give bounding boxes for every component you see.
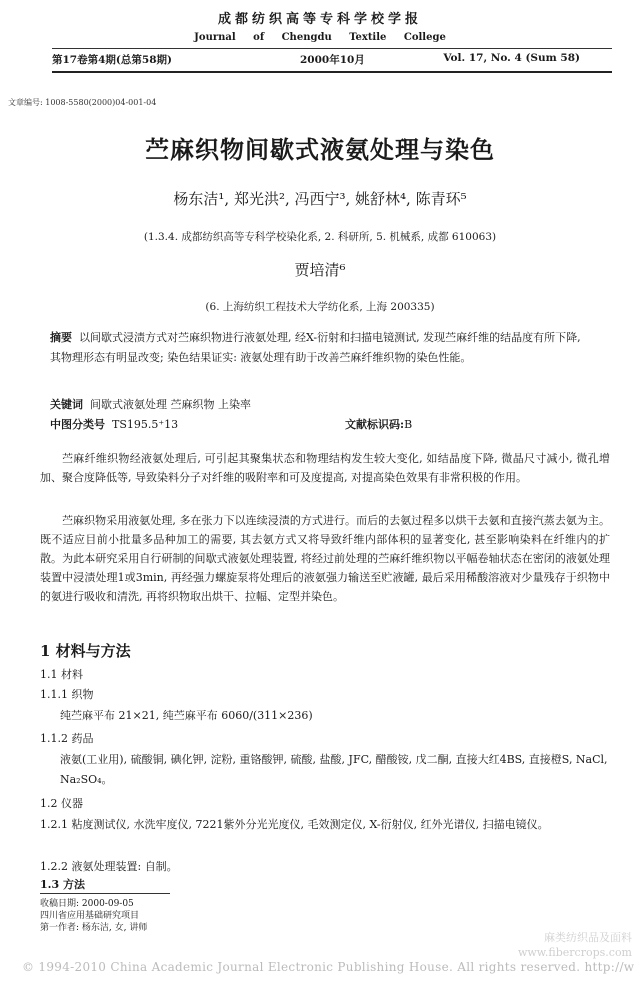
- document-id-label: 文献标识码:: [345, 418, 405, 431]
- footnote-author: 第一作者: 杨东洁, 女, 讲师: [40, 923, 148, 933]
- article-title: 苎麻织物间歇式液氨处理与染色: [145, 135, 495, 164]
- section-heading: 1 材料与方法: [40, 642, 131, 660]
- footnote-rule: [40, 893, 170, 894]
- subsection-heading: 1.2 仪器: [40, 797, 83, 810]
- classification-label: 中图分类号: [50, 418, 105, 431]
- footnote-received: 收稿日期: 2000-09-05: [40, 899, 134, 909]
- watermark-text: 麻类纺织品及面料: [544, 931, 632, 944]
- abstract-label: 摘要: [50, 331, 72, 344]
- author-list: 杨东洁¹, 郑光洪², 冯西宁³, 姚舒林⁴, 陈青环⁵: [173, 190, 467, 208]
- document-id-value: B: [404, 418, 413, 431]
- subsection-text: 液氨(工业用), 硫酸铜, 碘化钾, 淀粉, 重铬酸钾, 硫酸, 盐酸, JFC, 醋酸铵, 戊二酮, 直接大红4BS, 直接橙S, NaCl, Na₂SO₄。: [60, 753, 608, 786]
- keywords: [50, 396, 595, 412]
- subsection-text: 1.2.2 液氨处理装置: 自制。: [40, 860, 178, 873]
- article-number: 文章编号: 1008-5580(2000)04-001-04: [8, 98, 157, 107]
- footnote-funding: 四川省应用基础研究项目: [40, 911, 140, 921]
- site-watermark: [518, 930, 632, 960]
- body-paragraph: 苎麻织物采用液氨处理, 多在张力下以连续浸渍的方式进行。而后的去氨过程多以烘干去氨和直接汽蒸去氨为主。既不适应目前小批量多品种加工的需要, 其去氨方式又将导致纤维内部体积的显著变化, 甚至影响染料在纤维内的扩散。为此本研究采用自行研制的间歇式液氨处理装置, 将经过前处理的苎麻纤维织物以平幅卷轴状态在密闭的液氨处理装置中浸渍处理1或3min, 再经强力螺旋泵将处理后的液氨强力输送至贮液罐, 最后采用稀酸溶液对少量残存于织物中的氨进行吸收和清洗, 再将织物取出烘干、拉幅、定型并染色。: [40, 514, 610, 603]
- subsection-heading: 1.1 材料: [40, 668, 83, 681]
- volume-en: Vol. 17, No. 4 (Sum 58): [443, 52, 580, 64]
- copyright-notice: © 1994-2010 China Academic Journal Electronic Publishing House. All rights reserved. http://w: [22, 960, 635, 974]
- journal-title-en: Journal of Chengdu Textile College: [194, 32, 446, 43]
- watermark-url: www.fibercrops.com: [517, 946, 632, 959]
- body-paragraph: 苎麻纤维织物经液氨处理后, 可引起其聚集状态和物理结构发生较大变化, 如结晶度下降, 微晶尺寸减小, 微孔增加、聚合度降低等, 导致染料分子对纤维的吸附率和可及度提高, 对提高染色效果有非常积极的作用。: [40, 452, 610, 484]
- header-rule-thick: [52, 71, 612, 73]
- subsection-text: 1.2.1 粘度测试仪, 水洗牢度仪, 7221紫外分光光度仪, 毛效测定仪, X-衍射仪, 红外光谱仪, 扫描电镜仪。: [40, 818, 549, 831]
- subsection-heading: 1.1.1 织物: [40, 688, 94, 701]
- abstract: [50, 328, 595, 368]
- issue-date: 2000年10月: [300, 54, 365, 66]
- journal-title-cn: 成都纺织高等专科学校学报: [217, 12, 422, 27]
- author-second-group: 贾培清⁶: [294, 261, 346, 279]
- subsection-heading: 1.1.2 药品: [40, 732, 94, 745]
- subsection-heading: 1.3 方法: [40, 878, 85, 891]
- document-id: [345, 416, 412, 432]
- classification-value: TS195.5⁺13: [112, 418, 179, 431]
- affiliation-second: (6. 上海纺织工程技术大学纺化系, 上海 200335): [205, 301, 435, 313]
- classification-number: [50, 416, 178, 432]
- affiliation: (1.3.4. 成都纺织高等专科学校染化系, 2. 科研所, 5. 机械系, 成都 610063): [143, 231, 497, 243]
- volume-cn: 第17卷第4期(总第58期): [52, 54, 172, 66]
- abstract-text: 以间歇式浸渍方式对苎麻织物进行液氨处理, 经X-衍射和扫描电镜测试, 发现苎麻纤维的结晶度有所下降, 其物理形态有明显改变; 染色结果证实: 液氨处理有助于改善苎麻纤维织物的染色性能。: [50, 331, 581, 364]
- keywords-text: 间歇式液氨处理 苎麻织物 上染率: [90, 398, 251, 411]
- keywords-label: 关键词: [50, 398, 83, 411]
- header-rule: [52, 48, 612, 49]
- subsection-text: 纯苎麻平布 21×21, 纯苎麻平布 6060/(311×236): [60, 709, 313, 722]
